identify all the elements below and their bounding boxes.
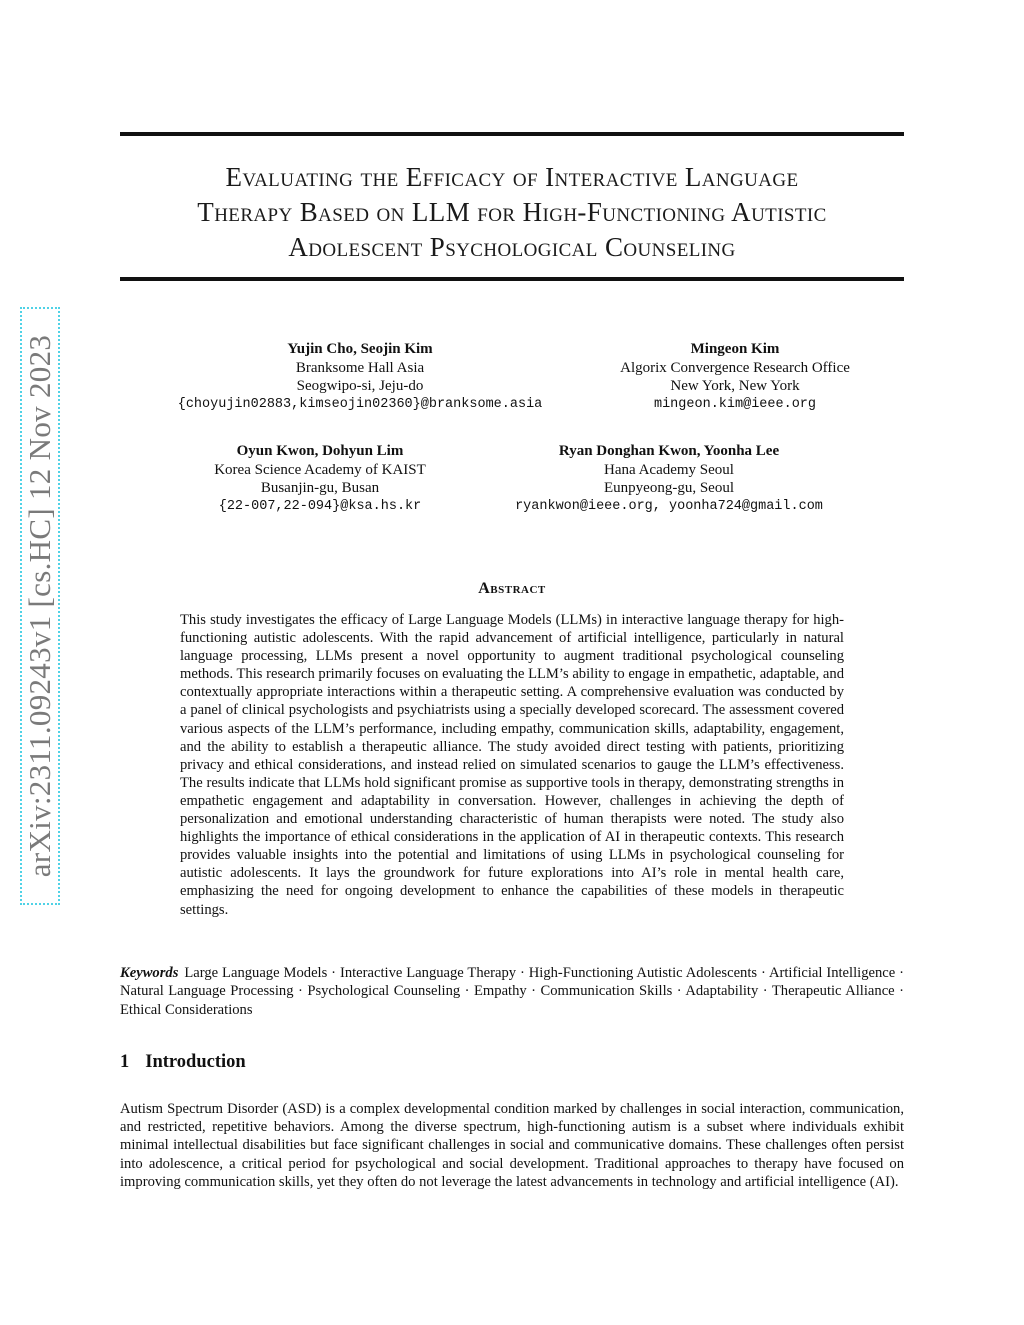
author-block (494, 442, 844, 516)
author-affiliation: Algorix Convergence Research Office (620, 359, 850, 376)
author-names: Ryan Donghan Kwon, Yoonha Lee (558, 443, 780, 459)
section-title: Introduction (145, 1052, 246, 1072)
abstract-heading: Abstract (478, 580, 546, 597)
abstract-text: This study investigates the efficacy of Large Language Models (LLMs) in interactive language therapy for high-functioning autistic adolescents. With the rapid advancement of artificial intelligence, particularly in natural language processing, LLMs present a novel opportunity to augment traditional psychological counseling methods. This research primarily focuses on evaluating the LLM’s ability to engage in empathetic, adaptable, and contextually appropriate interactions within a therapeutic setting. A comprehensive evaluation was conducted by a panel of clinical psychologists and psychiatrists using a specially developed scorecard. The assessment covered various aspects of the LLM’s performance, including empathy, communication skills, adaptability, engagement, and the ability to establish a therapeutic alliance. The study avoided direct testing with patients, prioritizing privacy and ethical considerations, and instead relied on simulated scenarios to gauge the LLM’s effectiveness. The results indicate that LLMs hold significant promise as supportive tools in therapy, demonstrating strengths in empathetic engagement and adaptability in conversation. However, challenges in achieving the depth of personalization and emotional understanding characteristic of human therapists were noted. The study also highlights the importance of ethical considerations in the application of AI in therapeutic contexts. This research provides valuable insights into the potential and limitations of using LLMs in psychological counseling for autistic adolescents. It lays the groundwork for future explorations into AI’s role in mental health care, emphasizing the need for ongoing development to enhance the capabilities of these models in therapeutic settings. (180, 612, 844, 918)
keywords (120, 964, 904, 1019)
author-email: {choyujin02883,kimseojin02360}@branksome.asia (177, 396, 543, 412)
author-email: ryankwon@ieee.org, yoonha724@gmail.com (515, 498, 823, 514)
title-bottom-rule (120, 277, 904, 281)
title-line: Evaluating the Efficacy of Interactive Language (225, 162, 799, 192)
author-affiliation: Branksome Hall Asia (295, 359, 425, 376)
intro-paragraph: Autism Spectrum Disorder (ASD) is a complex developmental condition marked by challenges in social interaction, communication, and restricted, repetitive behaviors. Among the diverse spectrum, high-functioning autism is a subset where individuals exhibit minimal intellectual disabilities but face significant challenges in social and communicative domains. These challenges often persist into adolescence, a critical period for psychological and social development. Traditional approaches to therapy have focused on improving communication skills, yet they often do not leverage the latest advancements in technology and artificial intelligence (AI). (120, 1101, 904, 1190)
author-affiliation: Hana Academy Seoul (604, 461, 734, 478)
author-names: Oyun Kwon, Dohyun Lim (236, 443, 404, 459)
author-names: Yujin Cho, Seojin Kim (287, 341, 433, 357)
author-location: New York, New York (670, 378, 800, 394)
author-location: Busanjin-gu, Busan (260, 480, 380, 496)
section-number: 1 (120, 1052, 130, 1072)
author-names: Mingeon Kim (690, 341, 780, 357)
section-heading (120, 1052, 246, 1073)
author-block (170, 442, 470, 516)
keywords-label: Keywords (120, 965, 179, 981)
author-location: Seogwipo-si, Jeju-do (296, 378, 424, 394)
arxiv-stamp: arXiv:2311.09243v1 [cs.HC] 12 Nov 2023 (20, 307, 60, 905)
author-email: mingeon.kim@ieee.org (653, 396, 817, 412)
author-block (160, 340, 560, 414)
title-line: Adolescent Psychological Counseling (288, 232, 736, 262)
keywords-text: Large Language Models · Interactive Language Therapy · High-Functioning Autistic Adolescents · Artificial Intelligence · Natural Language Processing · Psychological Counseling · Empathy · Communication Skills · Adaptability · Therapeutic Alliance · Ethical Considerations (120, 965, 904, 1018)
author-block (585, 340, 885, 414)
title-line: Therapy Based on LLM for High-Functioning Autistic (197, 197, 827, 227)
author-email: {22-007,22-094}@ksa.hs.kr (218, 498, 422, 514)
author-affiliation: Korea Science Academy of KAIST (214, 461, 426, 478)
author-location: Eunpyeong-gu, Seoul (604, 480, 734, 496)
paper-title (120, 160, 904, 265)
title-top-rule (120, 132, 904, 136)
